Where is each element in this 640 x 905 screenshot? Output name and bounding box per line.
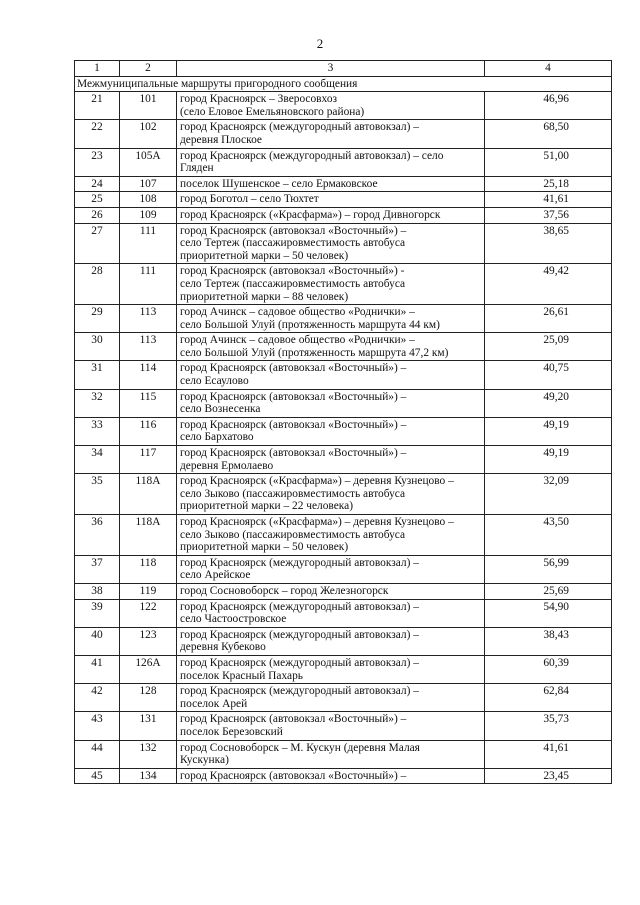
route-number-cell: 102 <box>120 120 177 148</box>
distance-value-cell: 23,45 <box>485 768 612 784</box>
route-number-cell: 132 <box>120 740 177 768</box>
table-row <box>75 223 612 264</box>
route-number-cell: 126А <box>120 655 177 683</box>
distance-value-cell: 49,42 <box>485 264 612 305</box>
route-description-cell <box>177 207 485 223</box>
route-number-cell: 108 <box>120 192 177 208</box>
route-description-line: город Красноярск (междугородный автовокзал) – <box>180 600 419 613</box>
distance-value-cell: 49,19 <box>485 446 612 474</box>
route-description-line: поселок Красный Пахарь <box>180 669 303 682</box>
route-description-line: поселок Арей <box>180 697 248 710</box>
route-description-cell <box>177 223 485 264</box>
distance-value-cell: 32,09 <box>485 474 612 515</box>
route-description-cell <box>177 92 485 120</box>
route-description-line: город Красноярск («Красфарма») – деревня Кузнецово – <box>180 475 454 488</box>
table-row <box>75 768 612 784</box>
header-row <box>75 61 612 77</box>
route-description-line: село Зыково (пассажировместимость автобуса <box>180 528 406 541</box>
route-number-cell: 131 <box>120 712 177 740</box>
distance-value-cell: 25,18 <box>485 176 612 192</box>
distance-value-cell: 56,99 <box>485 555 612 583</box>
route-description-line: город Сосновоборск – город Железногорск <box>180 584 389 597</box>
table-row <box>75 684 612 712</box>
row-number-cell: 21 <box>75 92 120 120</box>
route-description-line: деревня Плоское <box>180 133 262 146</box>
row-number-cell: 32 <box>75 389 120 417</box>
distance-value-cell: 60,39 <box>485 655 612 683</box>
route-description-line: поселок Березовский <box>180 725 283 738</box>
route-description-line: приоритетной марки – 22 человека) <box>180 500 354 513</box>
distance-value-cell: 25,09 <box>485 333 612 361</box>
table-row <box>75 389 612 417</box>
distance-value-cell: 37,56 <box>485 207 612 223</box>
route-description-line: город Красноярск (междугородный автовокзал) – <box>180 556 419 569</box>
route-description-line: город Ачинск – садовое общество «Роднички» – <box>180 334 415 347</box>
route-number-cell: 107 <box>120 176 177 192</box>
table-row <box>75 583 612 599</box>
row-number-cell: 37 <box>75 555 120 583</box>
distance-value-cell: 41,61 <box>485 740 612 768</box>
route-description-line: город Красноярск (автовокзал «Восточный») – <box>180 418 407 431</box>
route-number-cell: 117 <box>120 446 177 474</box>
route-number-cell: 114 <box>120 361 177 389</box>
row-number-cell: 26 <box>75 207 120 223</box>
row-number-cell: 22 <box>75 120 120 148</box>
table-row <box>75 515 612 556</box>
row-number-cell: 25 <box>75 192 120 208</box>
row-number-cell: 44 <box>75 740 120 768</box>
route-description-line: село Зыково (пассажировместимость автобуса <box>180 487 406 500</box>
route-description-line: село Арейское <box>180 569 251 582</box>
row-number-cell: 41 <box>75 655 120 683</box>
route-description-line: деревня Ермолаево <box>180 459 274 472</box>
route-number-cell: 113 <box>120 333 177 361</box>
route-description-line: город Красноярск (автовокзал «Восточный») – <box>180 224 407 237</box>
distance-value-cell: 41,61 <box>485 192 612 208</box>
row-number-cell: 29 <box>75 305 120 333</box>
route-description-cell <box>177 192 485 208</box>
header-col-1: 1 <box>75 61 120 77</box>
route-description-cell <box>177 712 485 740</box>
table-row <box>75 474 612 515</box>
route-description-cell <box>177 264 485 305</box>
table-row <box>75 148 612 176</box>
distance-value-cell: 46,96 <box>485 92 612 120</box>
table-row <box>75 555 612 583</box>
route-description-line: город Красноярск – Зверосовхоз <box>180 93 338 106</box>
route-description-line: село Есаулово <box>180 375 249 388</box>
row-number-cell: 43 <box>75 712 120 740</box>
route-description-line: деревня Кубеково <box>180 641 266 654</box>
route-description-line: город Красноярск («Красфарма») – деревня Кузнецово – <box>180 516 454 528</box>
route-description-line: город Красноярск (автовокзал «Восточный») – <box>180 362 407 375</box>
route-description-line: село Бархатово <box>180 431 254 444</box>
route-description-line: город Красноярск (автовокзал «Восточный») - <box>180 265 405 278</box>
route-description-line: (село Еловое Емельяновского района) <box>180 105 365 118</box>
row-number-cell: 30 <box>75 333 120 361</box>
route-number-cell: 116 <box>120 417 177 445</box>
row-number-cell: 40 <box>75 627 120 655</box>
distance-value-cell: 62,84 <box>485 684 612 712</box>
row-number-cell: 24 <box>75 176 120 192</box>
table-row <box>75 264 612 305</box>
route-description-line: город Красноярск (междугородный автовокзал) – село <box>180 149 444 162</box>
route-description-cell <box>177 120 485 148</box>
route-number-cell: 101 <box>120 92 177 120</box>
page-number: 2 <box>316 36 324 51</box>
route-description-line: приоритетной марки – 88 человек) <box>180 290 349 303</box>
route-description-line: село Тертеж (пассажировместимость автобуса <box>180 237 406 250</box>
route-description-line: город Красноярск (автовокзал «Восточный») – <box>180 713 407 726</box>
route-description-line: город Красноярск (автовокзал «Восточный») – <box>180 769 407 782</box>
route-description-cell <box>177 417 485 445</box>
distance-value-cell: 43,50 <box>485 515 612 556</box>
route-description-cell <box>177 627 485 655</box>
routes-table <box>74 60 612 784</box>
route-description-line: город Красноярск (междугородный автовокзал) – <box>180 121 419 134</box>
route-description-line: поселок Шушенское – село Ермаковское <box>180 177 378 190</box>
distance-value-cell: 51,00 <box>485 148 612 176</box>
table-row <box>75 712 612 740</box>
route-description-cell <box>177 389 485 417</box>
section-row <box>75 76 612 92</box>
header-col-2: 2 <box>120 61 177 77</box>
row-number-cell: 31 <box>75 361 120 389</box>
route-description-line: село Большой Улуй (протяженность маршрута 47,2 км) <box>180 346 449 359</box>
section-title: Межмуниципальные маршруты пригородного сообщения <box>75 76 612 92</box>
route-description-cell <box>177 583 485 599</box>
row-number-cell: 39 <box>75 599 120 627</box>
distance-value-cell: 35,73 <box>485 712 612 740</box>
route-description-cell <box>177 599 485 627</box>
route-description-line: город Сосновоборск – М. Кускун (деревня Малая <box>180 741 420 754</box>
distance-value-cell: 38,65 <box>485 223 612 264</box>
route-description-line: город Красноярск (междугородный автовокзал) – <box>180 628 419 641</box>
route-description-line: село Большой Улуй (протяженность маршрута 44 км) <box>180 318 440 331</box>
route-description-cell <box>177 655 485 683</box>
distance-value-cell: 68,50 <box>485 120 612 148</box>
route-number-cell: 118А <box>120 515 177 556</box>
table-row <box>75 446 612 474</box>
row-number-cell: 38 <box>75 583 120 599</box>
route-description-line: Гляден <box>180 162 214 175</box>
route-description-cell <box>177 740 485 768</box>
route-description-cell <box>177 474 485 515</box>
distance-value-cell: 26,61 <box>485 305 612 333</box>
route-description-line: село Вознесенка <box>180 403 261 416</box>
route-number-cell: 122 <box>120 599 177 627</box>
route-description-line: город Красноярск («Красфарма») – город Дивногорск <box>180 208 441 221</box>
route-number-cell: 128 <box>120 684 177 712</box>
route-description-cell <box>177 768 485 784</box>
route-description-line: село Тертеж (пассажировместимость автобуса <box>180 277 406 290</box>
route-number-cell: 111 <box>120 264 177 305</box>
distance-value-cell: 54,90 <box>485 599 612 627</box>
row-number-cell: 45 <box>75 768 120 784</box>
distance-value-cell: 49,19 <box>485 417 612 445</box>
route-description-line: село Частоостровское <box>180 613 287 626</box>
distance-value-cell: 38,43 <box>485 627 612 655</box>
route-description-cell <box>177 684 485 712</box>
route-description-line: приоритетной марки – 50 человек) <box>180 249 349 262</box>
route-number-cell: 119 <box>120 583 177 599</box>
route-number-cell: 118 <box>120 555 177 583</box>
row-number-cell: 33 <box>75 417 120 445</box>
table-row <box>75 176 612 192</box>
route-number-cell: 109 <box>120 207 177 223</box>
route-description-line: город Красноярск (автовокзал «Восточный») – <box>180 447 407 460</box>
route-number-cell: 115 <box>120 389 177 417</box>
route-description-line: приоритетной марки – 50 человек) <box>180 541 349 554</box>
distance-value-cell: 25,69 <box>485 583 612 599</box>
route-description-line: город Красноярск (междугородный автовокзал) – <box>180 656 419 669</box>
distance-value-cell: 40,75 <box>485 361 612 389</box>
route-number-cell: 134 <box>120 768 177 784</box>
route-description-cell <box>177 148 485 176</box>
route-description-line: город Ачинск – садовое общество «Роднички» – <box>180 306 415 319</box>
route-description-line: город Красноярск (междугородный автовокзал) – <box>180 685 419 698</box>
header-col-3: 3 <box>177 61 485 77</box>
route-description-cell <box>177 176 485 192</box>
route-description-cell <box>177 555 485 583</box>
row-number-cell: 35 <box>75 474 120 515</box>
row-number-cell: 23 <box>75 148 120 176</box>
route-description-cell <box>177 515 485 556</box>
route-number-cell: 105А <box>120 148 177 176</box>
header-col-4: 4 <box>485 61 612 77</box>
route-description-line: город Боготол – село Тюхтет <box>180 193 319 206</box>
route-description-line: Кускунка) <box>180 754 229 767</box>
table-row <box>75 361 612 389</box>
route-description-cell <box>177 305 485 333</box>
table-row <box>75 92 612 120</box>
table-row <box>75 333 612 361</box>
route-description-cell <box>177 333 485 361</box>
route-description-cell <box>177 361 485 389</box>
row-number-cell: 27 <box>75 223 120 264</box>
table-row <box>75 192 612 208</box>
table-row <box>75 740 612 768</box>
route-description-line: город Красноярск (автовокзал «Восточный») – <box>180 390 407 403</box>
table-row <box>75 417 612 445</box>
table-row <box>75 207 612 223</box>
table-row <box>75 655 612 683</box>
table-row <box>75 305 612 333</box>
distance-value-cell: 49,20 <box>485 389 612 417</box>
table-row <box>75 599 612 627</box>
row-number-cell: 42 <box>75 684 120 712</box>
route-description-cell <box>177 446 485 474</box>
route-number-cell: 113 <box>120 305 177 333</box>
table-row <box>75 120 612 148</box>
row-number-cell: 28 <box>75 264 120 305</box>
row-number-cell: 36 <box>75 515 120 556</box>
route-number-cell: 118А <box>120 474 177 515</box>
route-number-cell: 111 <box>120 223 177 264</box>
route-number-cell: 123 <box>120 627 177 655</box>
row-number-cell: 34 <box>75 446 120 474</box>
table-row <box>75 627 612 655</box>
